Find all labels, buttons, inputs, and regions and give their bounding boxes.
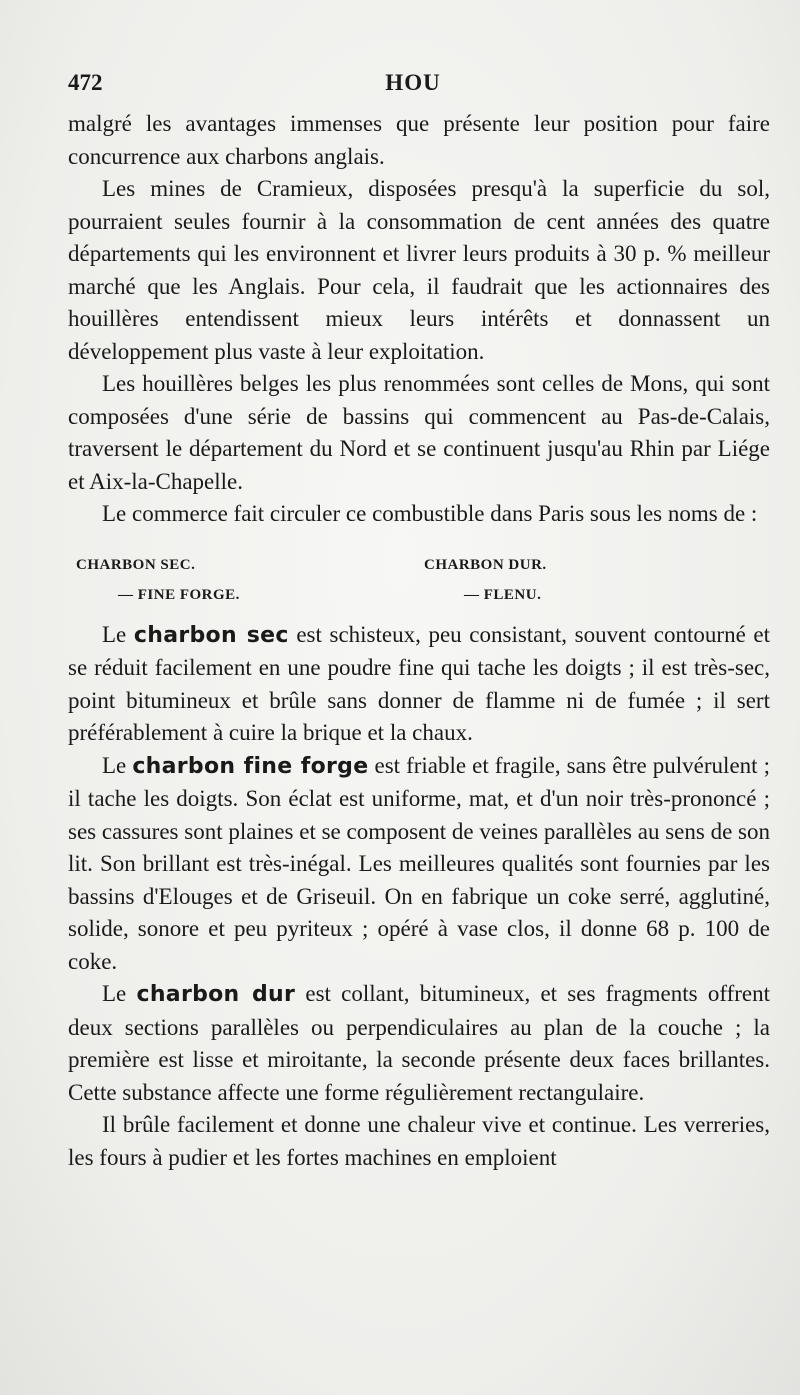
paragraph-charbon-dur bbox=[68, 978, 770, 1109]
lead-text: Le bbox=[102, 752, 133, 778]
body-text bbox=[68, 108, 770, 1174]
paragraph-text: est collant, bitumineux, et ses fragments offrent deux sections parallèles ou perpendiculaires au plan de la couche ; la première est lisse et miroitante, la seconde présente deux faces brillantes. Cette substance affecte une forme régulièrement rectangulaire. bbox=[68, 981, 770, 1105]
lead-text: Le bbox=[102, 621, 134, 647]
bold-term: charbon dur bbox=[136, 982, 296, 1007]
paragraph-3: Les houillères belges les plus renommées sont celles de Mons, qui sont composées d'une série de bassins qui commencent au Pas-de-Calais, traversent le département du Nord et se continuent jusqu'au Rhin par Liége et Aix-la-Chapelle. bbox=[68, 371, 770, 494]
lead-text: Le bbox=[102, 981, 137, 1006]
page-number: 472 bbox=[68, 70, 103, 95]
paragraph-8: Il brûle facilement et donne une chaleur vive et continue. Les verreries, les fours à pudier et les fortes machines en emploient bbox=[68, 1112, 770, 1170]
paragraph-charbon-sec bbox=[68, 619, 770, 750]
paragraph-2: Les mines de Cramieux, disposées presqu'à la superficie du sol, pourraient seules fournir à la consommation de cent années des quatre départements qui les environnent et livrer leurs produits à 30 p. % meilleur marché que les Anglais. Pour cela, il faudrait que les actionnaires des houillères entendissent mieux leurs intérêts et donnassent un développement plus vaste à leur exploitation. bbox=[68, 176, 770, 364]
term-charbon-sec: CHARBON SEC. bbox=[76, 556, 196, 573]
paragraph-4: Le commerce fait circuler ce combustible dans Paris sous les noms de : bbox=[102, 501, 758, 526]
page-header bbox=[68, 70, 758, 100]
term-fine-forge: — FINE FORGE. bbox=[118, 586, 240, 603]
paragraph-1: malgré les avantages immenses que présente leur position pour faire concurrence aux charbons anglais. bbox=[68, 111, 770, 169]
term-charbon-dur: CHARBON DUR. bbox=[424, 556, 547, 573]
bold-term: charbon sec bbox=[133, 622, 289, 648]
paragraph-text: est schisteux, peu consistant, souvent contourné et se réduit facilement en une poudre fine qui tache les doigts ; il est très-sec, point bitumineux et brûle sans donner de flamme ni de fumée ; il sert préférablement à cuire la brique et la chaux. bbox=[68, 621, 770, 745]
bold-term: charbon fine forge bbox=[132, 753, 369, 779]
term-flenu: — FLENU. bbox=[464, 586, 542, 603]
paragraph-charbon-fine-forge bbox=[68, 750, 770, 979]
coal-names-list bbox=[68, 539, 770, 619]
paragraph-text: est friable et fragile, sans être pulvérulent ; il tache les doigts. Son éclat est uniforme, mat, et d'un noir très-prononcé ; ses cassures sont plaines et se composent de veines parallèles au sens de son lit. Son brillant est très-inégal. Les meilleures qualités sont fournies par les bassins d'Elouges et de Griseuil. On en fabrique un coke serré, agglutiné, solide, sonore et peu pyriteux ; opéré à vase clos, il donne 68 p. 100 de coke. bbox=[68, 752, 770, 974]
running-title: HOU bbox=[385, 70, 441, 95]
